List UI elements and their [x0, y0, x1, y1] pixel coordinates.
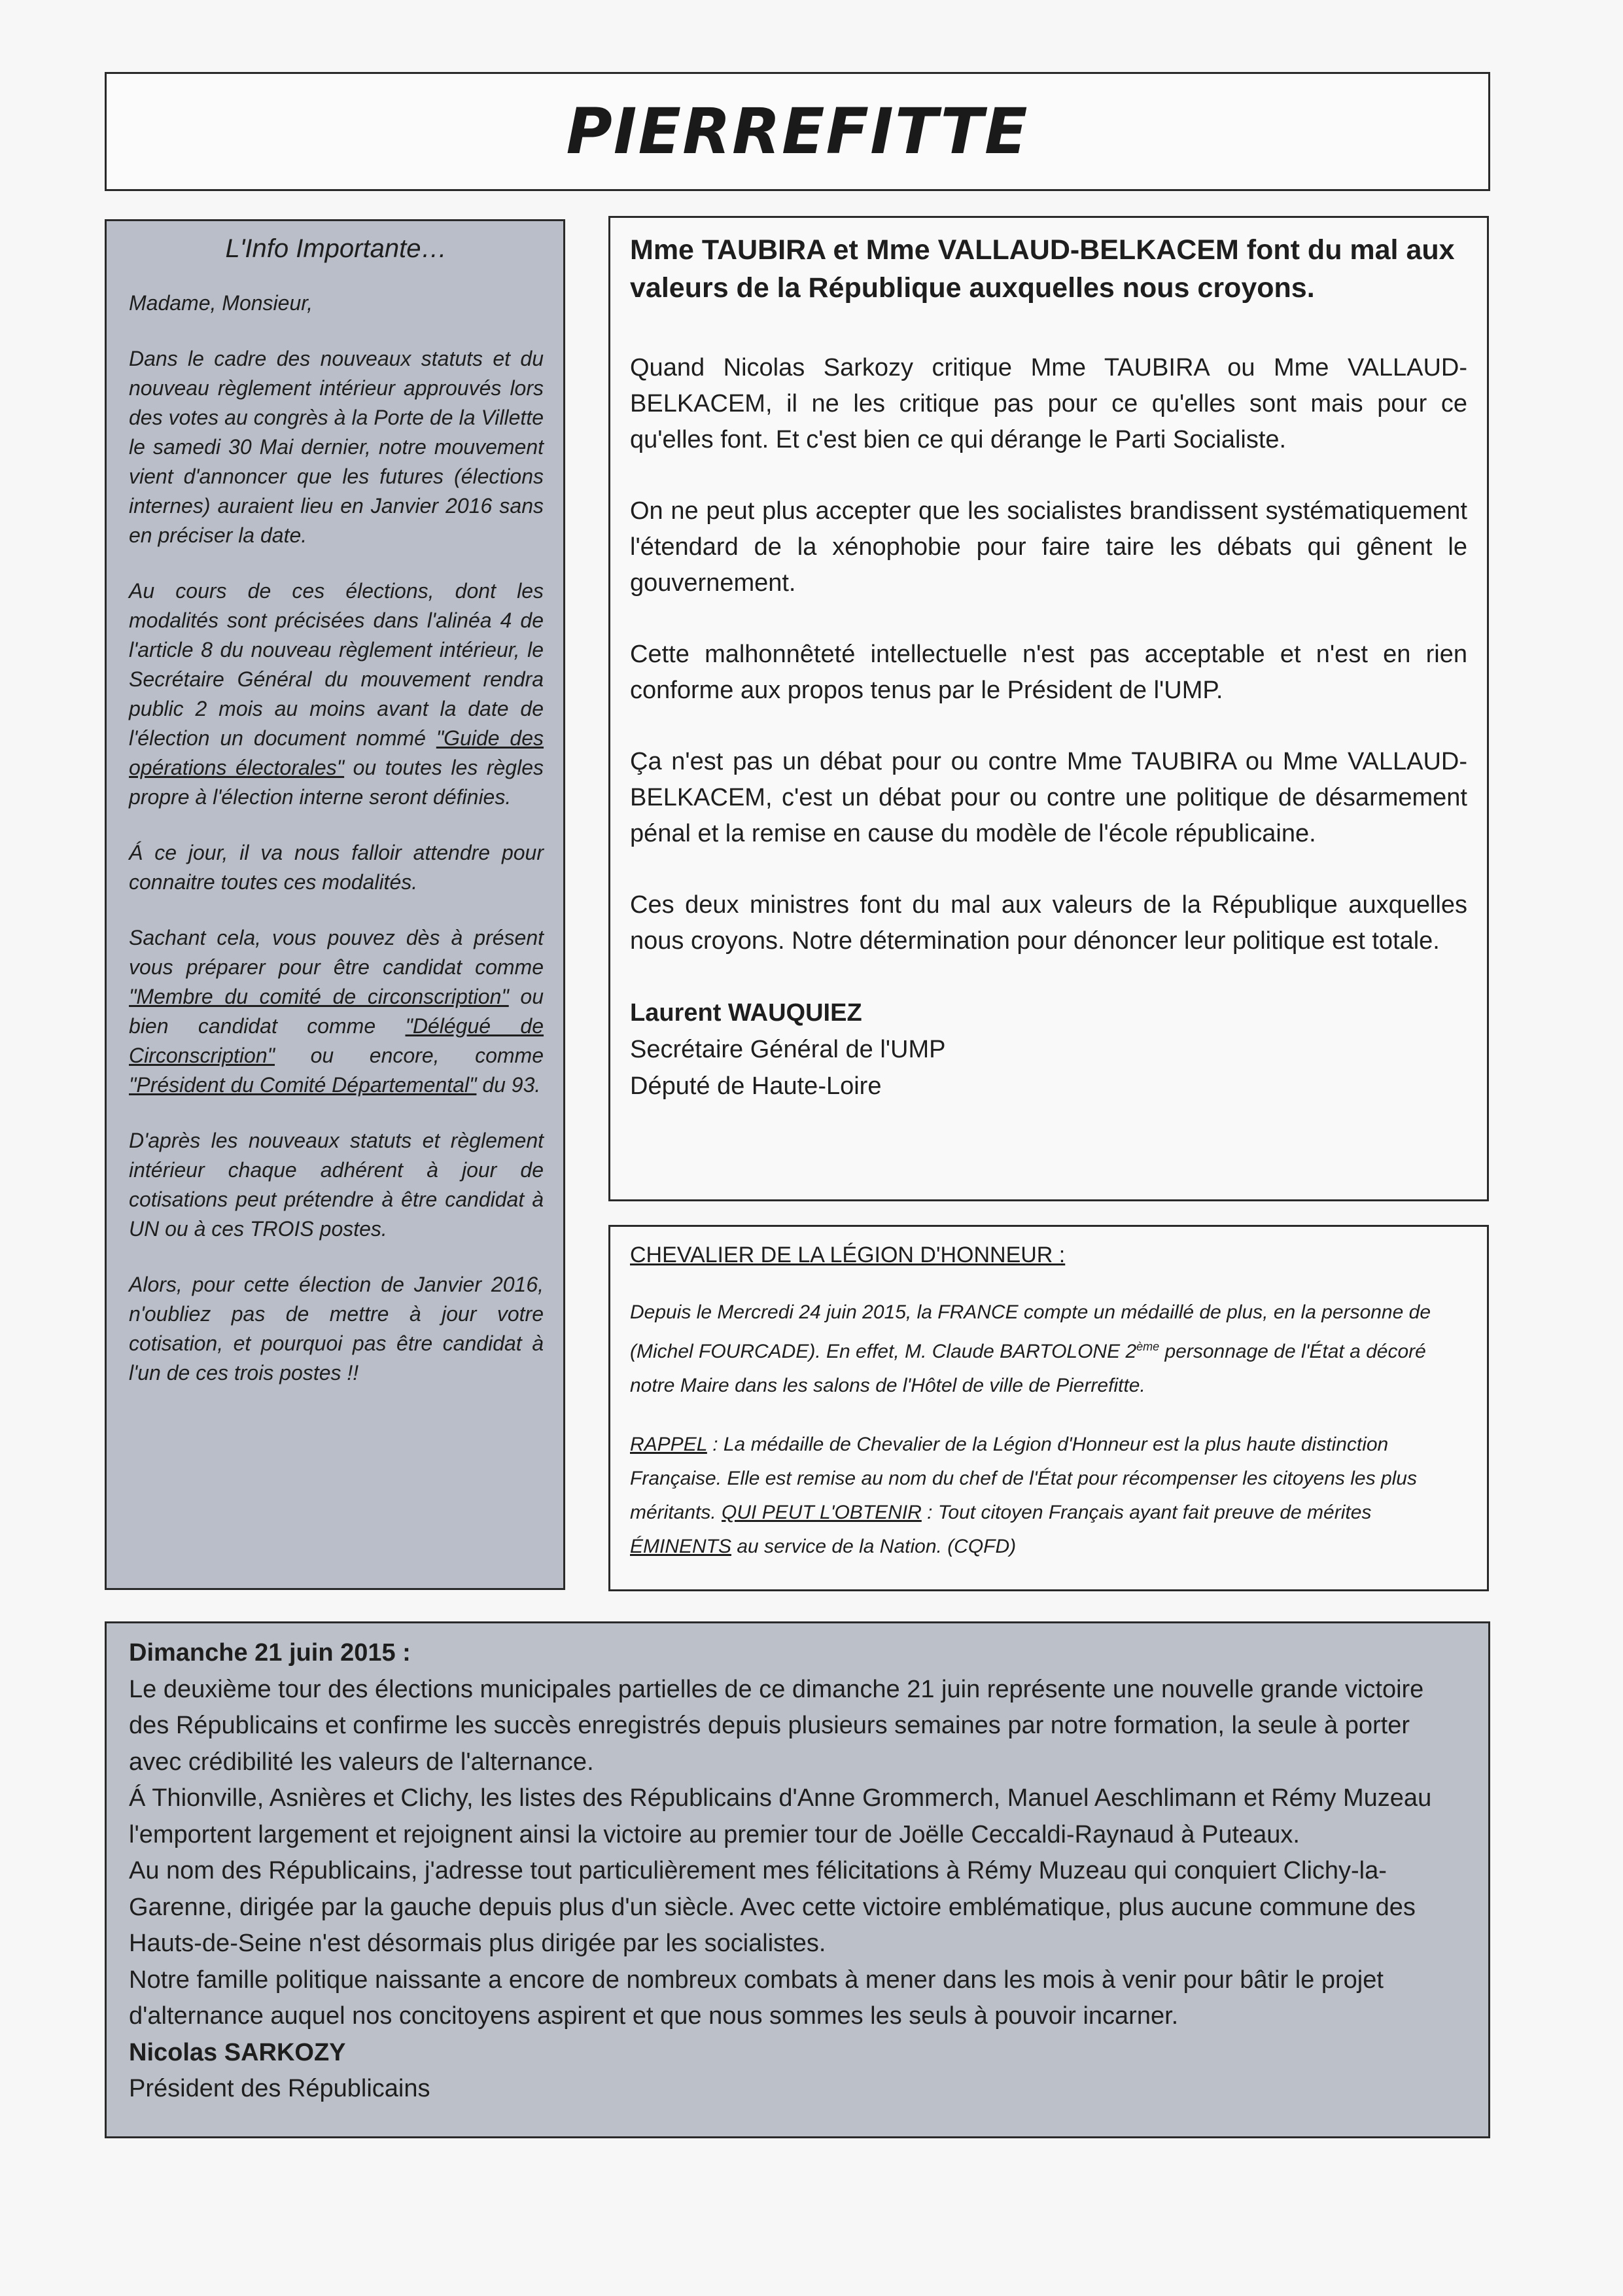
election-signature-role: Président des Républicains: [129, 2075, 430, 2102]
page-title: PIERREFITTE: [566, 95, 1029, 168]
legion-heading: [630, 1243, 1467, 1268]
legion-heading-text: CHEVALIER DE LA LÉGION D'HONNEUR :: [630, 1243, 1066, 1267]
rappel-text-a: : La médaille de Chevalier de la Légion d'Honneur est la plus haute distinction Française. Elle est remise au nom du chef de l'État pour récompenser les citoyens les plus méritants.: [630, 1434, 1417, 1523]
article-signature: [630, 995, 1467, 1104]
signature-role-1: Secrétaire Général de l'UMP: [630, 1036, 946, 1063]
info-paragraph-1: Dans le cadre des nouveaux statuts et du nouveau règlement intérieur approuvés lors des votes au congrès à la Porte de la Villette le samedi 30 Mai dernier, notre mouvement vient d'annoncer que les futures (élections internes) auraient lieu en Janvier 2016 sans en préciser la date.: [129, 347, 544, 547]
signature-role-2: Député de Haute-Loire: [630, 1072, 882, 1100]
info-p4-text-b: ou bien candidat comme: [129, 985, 544, 1038]
info-p2-text-b: ou toutes les règles propre à l'élection interne seront définies.: [129, 756, 544, 809]
info-p4-text-a: Sachant cela, vous pouvez dès à présent vous préparer pour être candidat comme: [129, 926, 544, 979]
info-p4-text-d: du 93.: [476, 1073, 541, 1097]
info-paragraph-3: Á ce jour, il va nous falloir attendre pour connaitre toutes ces modalités.: [129, 841, 544, 894]
article-box: [608, 216, 1489, 1201]
info-paragraph-4: [129, 923, 544, 1100]
info-p2-text-a: Au cours de ces élections, dont les modalités sont précisées dans l'alinéa 4 de l'article 8 du nouveau règlement intérieur, le Secrétaire Général du mouvement rendra public 2 mois au moins avant la date de l'élection un document nommé: [129, 579, 544, 750]
info-paragraph-2: [129, 576, 544, 812]
info-sidebar: [105, 219, 565, 1590]
info-greeting: Madame, Monsieur,: [129, 291, 313, 315]
article-headline: Mme TAUBIRA et Mme VALLAUD-BELKACEM font du mal aux valeurs de la République auxquelles nous croyons.: [630, 234, 1455, 304]
legion-box: [608, 1225, 1489, 1591]
info-paragraph-6: Alors, pour cette élection de Janvier 2016, n'oubliez pas de mettre à jour votre cotisation, et pourquoi pas être candidat à l'un de ces trois postes !!: [129, 1273, 544, 1385]
election-paragraph-1: Le deuxième tour des élections municipales partielles de ce dimanche 21 juin représente une nouvelle grande victoire des Républicains et confirme les succès enregistrés depuis plusieurs semaines par notre formation, la seule à porter avec crédibilité les valeurs de l'alternance.: [129, 1675, 1424, 1776]
legion-ordinal-sup: ème: [1136, 1340, 1160, 1353]
article-paragraph-1: Quand Nicolas Sarkozy critique Mme TAUBIRA ou Mme VALLAUD-BELKACEM, il ne les critique pas pour ce qu'elles sont mais pour ce qu'elles font. Et c'est bien ce qui dérange le Parti Socialiste.: [630, 354, 1467, 453]
article-paragraph-4: Ça n'est pas un débat pour ou contre Mme TAUBIRA ou Mme VALLAUD-BELKACEM, c'est un débat pour ou contre une politique de désarmement pénal et la remise en cause du modèle de l'école républicaine.: [630, 748, 1467, 847]
article-paragraph-5: Ces deux ministres font du mal aux valeurs de la République auxquelles nous croyons. Notre détermination pour dénoncer leur politique est totale.: [630, 891, 1467, 955]
info-guide-link: "Guide des opérations électorales": [129, 726, 544, 779]
info-paragraph-5: D'après les nouveaux statuts et règlement intérieur chaque adhérent à jour de cotisations peut prétendre à être candidat à UN ou à ces TROIS postes.: [129, 1129, 544, 1241]
article-paragraph-3: Cette malhonnêteté intellectuelle n'est pas acceptable et n'est en rien conforme aux propos tenus par le Président de l'UMP.: [630, 641, 1467, 704]
info-role-membre: "Membre du comité de circonscription": [129, 985, 509, 1008]
info-role-president: "Président du Comité Départemental": [129, 1073, 477, 1097]
legion-p1-text-a: Depuis le Mercredi 24 juin 2015, la FRANCE compte un médaillé de plus, en la personne de (Michel FOURCADE). En effet, M. Claude BARTOLONE 2: [630, 1301, 1431, 1362]
election-paragraph-4: Notre famille politique naissante a encore de nombreux combats à mener dans les mois à venir pour bâtir le projet d'alternance auquel nos concitoyens aspirent et que nous sommes les seuls à pouvoir incarner.: [129, 1966, 1384, 2030]
election-signature-name: Nicolas SARKOZY: [129, 2038, 346, 2066]
signature-name: Laurent WAUQUIEZ: [630, 999, 862, 1027]
article-paragraph-2: On ne peut plus accepter que les socialistes brandissent systématiquement l'étendard de la xénophobie pour faire taire les débats qui gênent le gouvernement.: [630, 497, 1467, 597]
info-heading: L'Info Importante…: [225, 234, 447, 263]
eminents-word: ÉMINENTS: [630, 1536, 732, 1557]
qui-peut-label: QUI PEUT L'OBTENIR: [722, 1502, 922, 1523]
info-p4-text-c: ou encore, comme: [274, 1044, 544, 1067]
election-box: [105, 1621, 1490, 2138]
rappel-label: RAPPEL: [630, 1434, 707, 1455]
election-paragraph-3: Au nom des Républicains, j'adresse tout particulièrement mes félicitations à Rémy Muzeau qui conquiert Clichy-la-Garenne, dirigée par la gauche depuis plus d'un siècle. Avec cette victoire emblématique, plus aucune commune des Hauts-de-Seine n'est désormais plus dirigée par les socialistes.: [129, 1857, 1416, 1957]
election-paragraph-2: Á Thionville, Asnières et Clichy, les listes des Républicains d'Anne Grommerch, Manuel Aeschlimann et Rémy Muzeau l'emportent largement et rejoignent ainsi la victoire au premier tour de Joëlle Ceccaldi-Raynaud à Puteaux.: [129, 1784, 1432, 1848]
info-role-delegue: "Délégué de Circonscription": [129, 1014, 544, 1067]
election-heading: Dimanche 21 juin 2015 :: [129, 1639, 411, 1667]
legion-paragraph-1: [630, 1296, 1467, 1403]
rappel-text-b: : Tout citoyen Français ayant fait preuve de mérites: [921, 1502, 1372, 1523]
legion-p1-text-b: personnage de l'État a décoré notre Maire dans les salons de l'Hôtel de ville de Pierrefitte.: [630, 1341, 1426, 1396]
rappel-text-c: au service de la Nation. (CQFD): [731, 1536, 1017, 1557]
title-box: [105, 72, 1490, 191]
legion-rappel: [630, 1428, 1467, 1564]
